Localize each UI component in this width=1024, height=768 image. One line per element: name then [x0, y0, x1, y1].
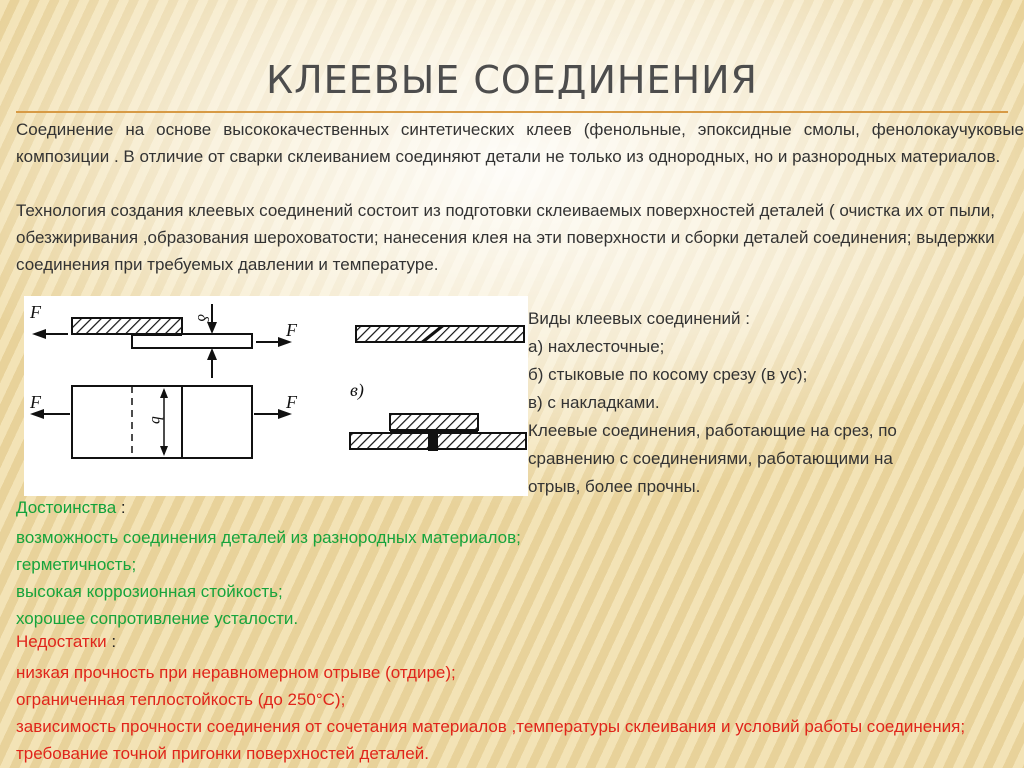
advantage-item: герметичность;	[16, 555, 137, 574]
joint-type-item: б) стыковые по косому срезу (в ус);	[528, 365, 808, 384]
disadvantages-list	[16, 659, 1016, 767]
disadvantage-item: низкая прочность при неравномерном отрыве (отдире);	[16, 663, 456, 682]
advantages-heading	[16, 498, 126, 518]
advantages-heading-colon: :	[116, 498, 126, 517]
joint-type-item: а) нахлесточные;	[528, 337, 665, 356]
force-label-top-right: F	[286, 320, 297, 340]
disadvantages-heading	[16, 632, 116, 652]
joint-type-item: в) с накладками.	[528, 393, 660, 412]
strength-note-line: сравнению с соединениями, работающими на	[528, 449, 893, 468]
lap-joint-drawing	[32, 304, 292, 378]
slide-title: КЛЕЕВЫЕ СОЕДИНЕНИЯ	[266, 58, 758, 102]
disadvantage-item: зависимость прочности соединения от сочетания материалов ,температуры склеивания и условий работы соединения; требование точной пригонки поверхностей деталей.	[16, 717, 966, 763]
adhesive-joints-figure	[24, 296, 528, 496]
title-underline	[16, 111, 1008, 113]
disadvantages-heading-colon: :	[106, 632, 117, 651]
width-label: b	[148, 416, 165, 424]
advantage-item: возможность соединения деталей из разнородных материалов;	[16, 528, 521, 547]
strength-note-line: отрыв, более прочны.	[528, 477, 701, 496]
variant-label-c: в)	[350, 380, 364, 400]
strap-joint-drawing	[350, 414, 526, 451]
force-label-top-left: F	[30, 302, 41, 322]
advantages-heading-text: Достоинства	[16, 498, 117, 517]
advantage-item: высокая коррозионная стойкость;	[16, 582, 283, 601]
joint-types-block	[528, 305, 998, 501]
disadvantages-heading-text: Недостатки	[16, 632, 107, 651]
advantage-item: хорошее сопротивление усталости.	[16, 609, 299, 628]
intro-paragraph: Соединение на основе высококачественных синтетических клеев (фенольные, эпоксидные смолы, фенолокаучуковые композиции . В отличие от сварки склеиванием соединяют детали не только из однородных, но и разнородных материалов.	[16, 120, 1024, 166]
thickness-label: δ	[194, 314, 211, 322]
strength-note-line: Клеевые соединения, работающие на срез, по	[528, 421, 897, 440]
disadvantage-item: ограниченная теплостойкость (до 250°С);	[16, 690, 346, 709]
force-label-bottom-right: F	[286, 392, 297, 412]
force-label-bottom-left: F	[30, 392, 41, 412]
advantages-list	[16, 524, 1016, 632]
technology-paragraph: Технология создания клеевых соединений состоит из подготовки склеиваемых поверхностей деталей ( очистка их от пыли, обезжиривания ,образования шероховатости; нанесения клея на эти поверхности и сборки деталей соединения; выдержки соединения при требуемых давлении и температуре.	[16, 201, 995, 274]
scarf-joint-drawing	[356, 326, 524, 342]
joint-types-heading: Виды клеевых соединений :	[528, 309, 750, 328]
